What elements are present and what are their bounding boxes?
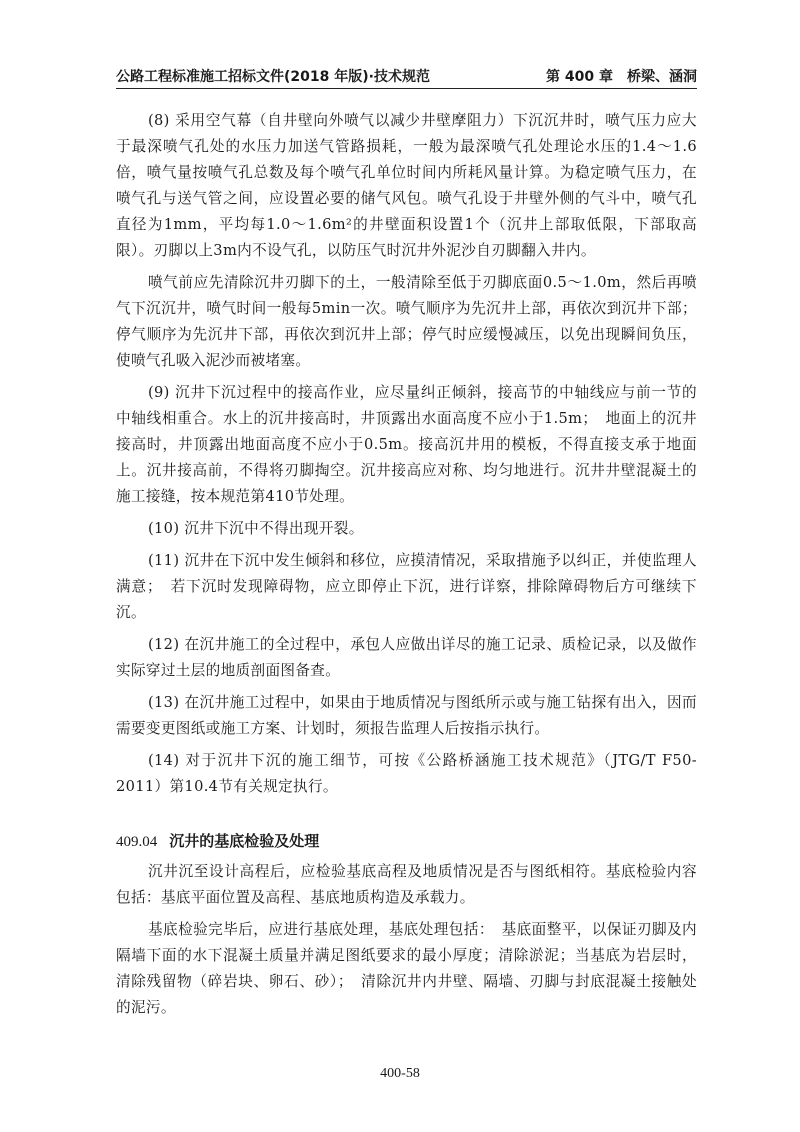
paragraph-item-9: (9) 沉井下沉过程中的接高作业，应尽量纠正倾斜，接高节的中轴线应与前一节的中轴线相重合。水上的沉井接高时，井顶露出水面高度不应小于1.5m； 地面上的沉井接高时，井顶露出地面高度不应小于0.5m。接高沉井用的模板，不得直接支承于地面上。沉井接高前，不得将刃脚掏空。沉井接高应对称、均匀地进行。沉井井壁混凝土的施工接缝，按本规范第410节处理。 [116,384,697,505]
paragraph-item-11: (11) 沉井在下沉中发生倾斜和移位，应摸清情况，采取措施予以纠正，并使监理人满意； 若下沉时发现障碍物，应立即停止下沉，进行详察，排除障碍物后方可继续下沉。 [116,552,697,621]
paragraph-air-jet: 喷气前应先清除沉井刃脚下的土，一般清除至低于刃脚底面0.5～1.0m，然后再喷气下沉沉井，喷气时间一般每5min一次。喷气顺序为先沉井上部，再依次到沉井下部；停气顺序为先沉井下部，再依次到沉井上部；停气时应缓慢减压，以免出现瞬间负压，使喷气孔吸入泥沙而被堵塞。 [116,274,697,369]
chapter-title: 第 400 章 桥梁、涵洞 [546,69,697,85]
section-paragraph-inspection: 沉井沉至设计高程后，应检验基底高程及地质情况是否与图纸相符。基底检验内容包括：基底平面位置及高程、基底地质构造及承载力。 [116,863,697,906]
paragraph-item-8: (8) 采用空气幕（自井壁向外喷气以减少井壁摩阻力）下沉沉井时，喷气压力应大于最深喷气孔处的水压力加送气管路损耗，一般为最深喷气孔处理论水压的1.4～1.6倍，喷气量按喷气孔总数及每个喷气孔单位时间内所耗风量计算。为稳定喷气压力，在喷气孔与送气管之间，应设置必要的储气风包。喷气孔设于井壁外侧的气斗中，喷气孔直径为1mm，平均每1.0～1.6m²的井壁面积设置1个（沉井上部取低限，下部取高限）。刃脚以上3m内不设气孔，以防压气时沉井外泥沙自刃脚翻入井内。 [116,112,697,259]
section-heading [116,828,697,855]
section-paragraph-treatment: 基底检验完毕后，应进行基底处理，基底处理包括： 基底面整平，以保证刃脚及内隔墙下面的水下混凝土质量并满足图纸要求的最小厚度；清除淤泥；当基底为岩层时，清除残留物（碎岩块、卵石、砂）； 清除沉井内井壁、隔墙、刃脚与封底混凝土接触处的泥污。 [116,921,697,1016]
paragraph-item-10: (10) 沉井下沉中不得出现开裂。 [148,520,364,537]
header-divider [116,88,697,89]
page-body [116,108,697,1027]
paragraph-item-14: (14) 对于沉井下沉的施工细节，可按《公路桥涵施工技术规范》（JTG/T F50-2011）第10.4节有关规定执行。 [116,752,697,795]
paragraph-item-12: (12) 在沉井施工的全过程中，承包人应做出详尽的施工记录、质检记录，以及做作实际穿过土层的地质剖面图备查。 [116,636,697,679]
paragraph-item-13: (13) 在沉井施工过程中，如果由于地质情况与图纸所示或与施工钻探有出入，因而需要变更图纸或施工方案、计划时，须报告监理人后按指示执行。 [116,694,697,737]
section-title: 沉井的基底检验及处理 [169,832,320,850]
document-title: 公路工程标准施工招标文件(2018 年版)·技术规范 [116,69,430,85]
page-header [116,60,697,86]
page-number: 400-58 [380,1066,420,1081]
section-number: 409.04 [116,834,158,850]
